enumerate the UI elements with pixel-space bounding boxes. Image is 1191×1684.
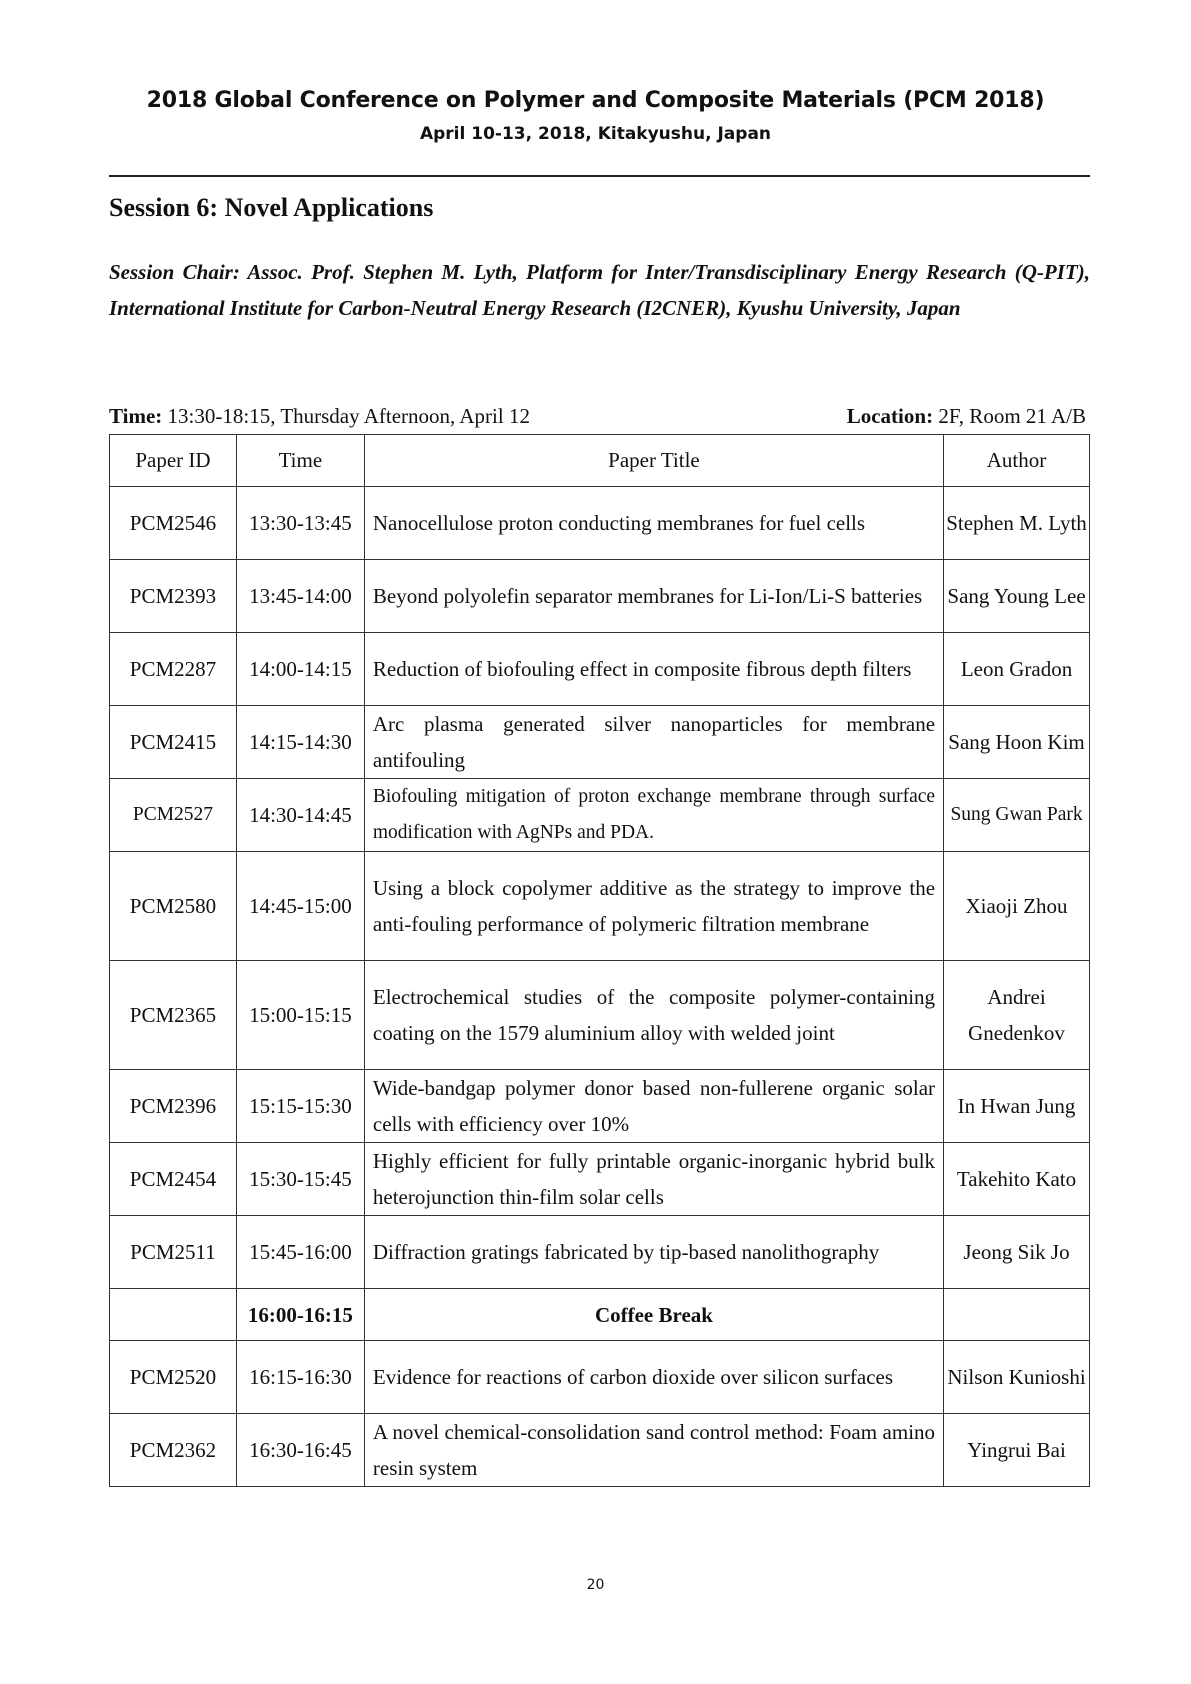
paper-time: 14:30-14:45 xyxy=(236,779,364,852)
paper-title: Wide-bandgap polymer donor based non-fullerene organic solar cells with efficiency over 10% xyxy=(364,1070,943,1143)
paper-author: Jeong Sik Jo xyxy=(944,1216,1090,1289)
column-header: Paper Title xyxy=(364,435,943,487)
paper-id: PCM2362 xyxy=(110,1414,237,1487)
session-chair: Session Chair: Assoc. Prof. Stephen M. Lyth, Platform for Inter/Transdisciplinary Energy Research (Q-PIT), International Institute for Carbon-Neutral Energy Research (I2CNER), Kyushu University, Japan xyxy=(109,260,1090,320)
paper-id: PCM2365 xyxy=(110,961,237,1070)
table-row xyxy=(110,633,1090,706)
conference-title: 2018 Global Conference on Polymer and Composite Materials (PCM 2018) xyxy=(146,88,1045,113)
table-row xyxy=(110,706,1090,779)
paper-id: PCM2287 xyxy=(110,633,237,706)
conference-dates-location: April 10-13, 2018, Kitakyushu, Japan xyxy=(419,124,772,144)
schedule-table xyxy=(109,434,1090,1487)
session-time-location xyxy=(109,404,1090,430)
coffee-break-row xyxy=(110,1289,1090,1341)
paper-title: Nanocellulose proton conducting membranes for fuel cells xyxy=(364,487,943,560)
paper-id: PCM2580 xyxy=(110,852,237,961)
location-label: Location: xyxy=(846,404,934,428)
paper-author: Xiaoji Zhou xyxy=(944,852,1090,961)
paper-author: Sang Young Lee xyxy=(944,560,1090,633)
break-label: Coffee Break xyxy=(364,1289,943,1341)
table-row xyxy=(110,1341,1090,1414)
table-row xyxy=(110,779,1090,852)
paper-author xyxy=(944,1289,1090,1341)
paper-title: Evidence for reactions of carbon dioxide over silicon surfaces xyxy=(364,1341,943,1414)
paper-author: Andrei Gnedenkov xyxy=(944,961,1090,1070)
paper-title: Arc plasma generated silver nanoparticles for membrane antifouling xyxy=(364,706,943,779)
table-row xyxy=(110,1143,1090,1216)
paper-title: Highly efficient for fully printable organic-inorganic hybrid bulk heterojunction thin-film solar cells xyxy=(364,1143,943,1216)
paper-title: A novel chemical-consolidation sand control method: Foam amino resin system xyxy=(364,1414,943,1487)
paper-author: Sung Gwan Park xyxy=(944,779,1090,852)
paper-id: PCM2454 xyxy=(110,1143,237,1216)
paper-author: Stephen M. Lyth xyxy=(944,487,1090,560)
break-time: 16:00-16:15 xyxy=(236,1289,364,1341)
paper-id: PCM2396 xyxy=(110,1070,237,1143)
paper-title: Diffraction gratings fabricated by tip-based nanolithography xyxy=(364,1216,943,1289)
paper-time: 15:30-15:45 xyxy=(236,1143,364,1216)
session-time xyxy=(109,404,530,429)
paper-author: Sang Hoon Kim xyxy=(944,706,1090,779)
session-title: Session 6: Novel Applications xyxy=(109,193,434,222)
paper-author: Yingrui Bai xyxy=(944,1414,1090,1487)
paper-time: 13:30-13:45 xyxy=(236,487,364,560)
paper-title: Biofouling mitigation of proton exchange membrane through surface modification with AgNPs and PDA. xyxy=(364,779,943,852)
paper-time: 16:30-16:45 xyxy=(236,1414,364,1487)
table-row xyxy=(110,1414,1090,1487)
paper-title: Electrochemical studies of the composite polymer-containing coating on the 1579 aluminium alloy with welded joint xyxy=(364,961,943,1070)
paper-time: 13:45-14:00 xyxy=(236,560,364,633)
paper-time: 15:15-15:30 xyxy=(236,1070,364,1143)
paper-author: Takehito Kato xyxy=(944,1143,1090,1216)
paper-author: Leon Gradon xyxy=(944,633,1090,706)
column-header: Author xyxy=(944,435,1090,487)
paper-title: Reduction of biofouling effect in composite fibrous depth filters xyxy=(364,633,943,706)
column-header: Time xyxy=(236,435,364,487)
paper-id: PCM2527 xyxy=(110,779,237,852)
paper-id: PCM2415 xyxy=(110,706,237,779)
paper-time: 16:15-16:30 xyxy=(236,1341,364,1414)
paper-time: 14:15-14:30 xyxy=(236,706,364,779)
location-value: 2F, Room 21 A/B xyxy=(933,404,1086,428)
header-divider xyxy=(109,175,1090,177)
paper-author: Nilson Kunioshi xyxy=(944,1341,1090,1414)
table-row xyxy=(110,961,1090,1070)
paper-id xyxy=(110,1289,237,1341)
page-number: 20 xyxy=(586,1577,605,1593)
table-row xyxy=(110,852,1090,961)
paper-time: 15:00-15:15 xyxy=(236,961,364,1070)
paper-author: In Hwan Jung xyxy=(944,1070,1090,1143)
table-row xyxy=(110,1070,1090,1143)
paper-id: PCM2546 xyxy=(110,487,237,560)
paper-time: 14:45-15:00 xyxy=(236,852,364,961)
paper-id: PCM2393 xyxy=(110,560,237,633)
table-header-row xyxy=(110,435,1090,487)
paper-title: Using a block copolymer additive as the strategy to improve the anti-fouling performance of polymeric filtration membrane xyxy=(364,852,943,961)
column-header: Paper ID xyxy=(110,435,237,487)
paper-id: PCM2520 xyxy=(110,1341,237,1414)
table-row xyxy=(110,560,1090,633)
paper-time: 15:45-16:00 xyxy=(236,1216,364,1289)
session-location xyxy=(847,404,1086,429)
time-value: 13:30-18:15, Thursday Afternoon, April 12 xyxy=(162,404,530,428)
paper-time: 14:00-14:15 xyxy=(236,633,364,706)
paper-id: PCM2511 xyxy=(110,1216,237,1289)
table-row xyxy=(110,1216,1090,1289)
time-label: Time: xyxy=(109,404,163,428)
table-row xyxy=(110,487,1090,560)
paper-title: Beyond polyolefin separator membranes for Li-Ion/Li-S batteries xyxy=(364,560,943,633)
